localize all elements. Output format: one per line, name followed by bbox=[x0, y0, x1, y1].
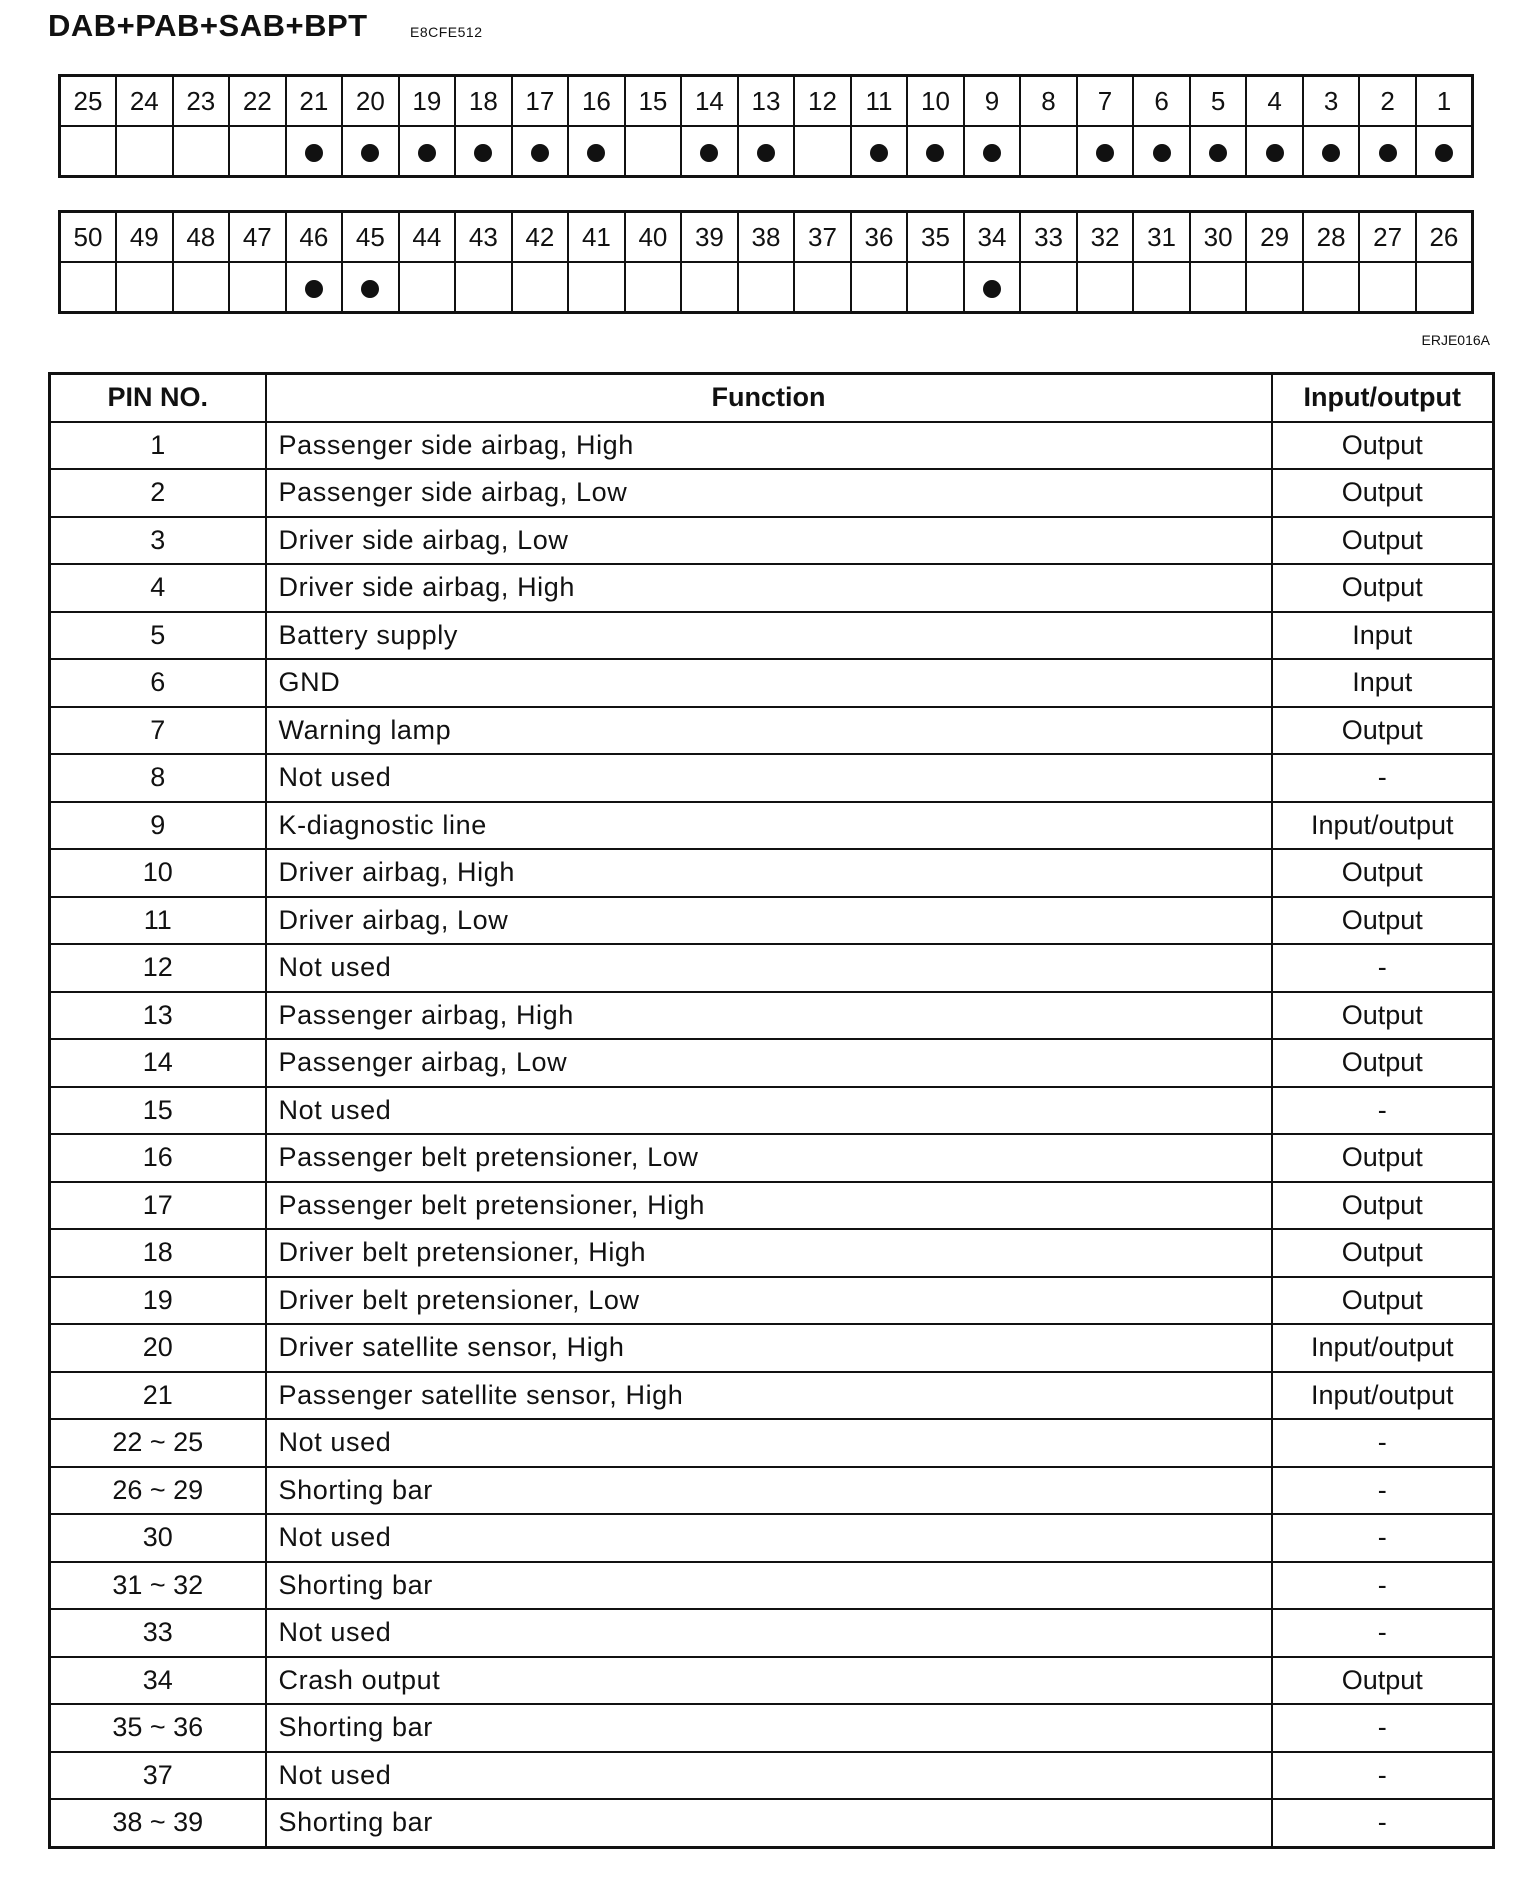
pin-number-cell: 9 bbox=[964, 76, 1021, 127]
pin-io: Output bbox=[1272, 422, 1494, 470]
pin-number-cell: 33 bbox=[1020, 212, 1077, 263]
pin-dot-cell bbox=[116, 126, 173, 177]
pin-number: 17 bbox=[50, 1182, 266, 1230]
pin-number-cell: 2 bbox=[1359, 76, 1416, 127]
pin-number-cell: 35 bbox=[907, 212, 964, 263]
pin-dot-cell bbox=[964, 126, 1021, 177]
pin-number-cell: 27 bbox=[1359, 212, 1416, 263]
pin-io: Output bbox=[1272, 1657, 1494, 1705]
pin-function: Shorting bar bbox=[266, 1467, 1272, 1515]
pin-dot-cell bbox=[512, 126, 569, 177]
pin-io: - bbox=[1272, 1514, 1494, 1562]
table-row bbox=[50, 1277, 1494, 1325]
header-pin-no: PIN NO. bbox=[50, 374, 266, 422]
page-title: DAB+PAB+SAB+BPT bbox=[48, 8, 368, 43]
pin-io: - bbox=[1272, 1087, 1494, 1135]
pin-number: 6 bbox=[50, 659, 266, 707]
pin-number-cell: 49 bbox=[116, 212, 173, 263]
pin-function: Passenger satellite sensor, High bbox=[266, 1372, 1272, 1420]
pin-number-cell: 45 bbox=[342, 212, 399, 263]
table-row bbox=[50, 659, 1494, 707]
pin-number-cell: 43 bbox=[455, 212, 512, 263]
pin-dot-cell bbox=[1133, 126, 1190, 177]
pin-dot-cell bbox=[794, 126, 851, 177]
pin-number-cell: 41 bbox=[568, 212, 625, 263]
table-row bbox=[50, 1039, 1494, 1087]
table-row bbox=[50, 802, 1494, 850]
pin-number: 31 ~ 32 bbox=[50, 1562, 266, 1610]
pin-number: 3 bbox=[50, 517, 266, 565]
pin-dot-cell bbox=[568, 262, 625, 313]
pin-dot-cell bbox=[738, 126, 795, 177]
pin-io: Output bbox=[1272, 992, 1494, 1040]
header-function: Function bbox=[266, 374, 1272, 422]
pin-number-cell: 4 bbox=[1246, 76, 1303, 127]
pin-dot-cell bbox=[342, 262, 399, 313]
pin-dot-cell bbox=[286, 126, 343, 177]
pin-number: 15 bbox=[50, 1087, 266, 1135]
pin-function: Crash output bbox=[266, 1657, 1272, 1705]
pin-dot-cell bbox=[512, 262, 569, 313]
pin-dot-cell bbox=[1077, 126, 1134, 177]
pin-io: - bbox=[1272, 1799, 1494, 1847]
table-row bbox=[50, 992, 1494, 1040]
pin-dot-cell bbox=[625, 126, 682, 177]
pin-used-dot bbox=[474, 144, 492, 162]
table-row bbox=[50, 1799, 1494, 1847]
table-body bbox=[50, 422, 1494, 1848]
pin-number: 37 bbox=[50, 1752, 266, 1800]
pin-io: Output bbox=[1272, 564, 1494, 612]
pin-dot-cell bbox=[173, 126, 230, 177]
pin-number-cell: 16 bbox=[568, 76, 625, 127]
table-row bbox=[50, 422, 1494, 470]
pin-io: Output bbox=[1272, 1229, 1494, 1277]
pin-dot-cell bbox=[851, 262, 908, 313]
pin-io: Input/output bbox=[1272, 1324, 1494, 1372]
connector-bottom-row bbox=[58, 210, 1474, 314]
pin-number: 20 bbox=[50, 1324, 266, 1372]
pin-dot-cell bbox=[907, 262, 964, 313]
pin-dot-cell bbox=[1303, 126, 1360, 177]
pin-io: Output bbox=[1272, 707, 1494, 755]
pin-dot-cell bbox=[1359, 262, 1416, 313]
pin-number-cell: 50 bbox=[60, 212, 117, 263]
pin-number-cell: 11 bbox=[851, 76, 908, 127]
table-row bbox=[50, 1324, 1494, 1372]
pin-dot-cell bbox=[455, 126, 512, 177]
pin-io: - bbox=[1272, 754, 1494, 802]
pin-number-cell: 24 bbox=[116, 76, 173, 127]
pin-number-cell: 28 bbox=[1303, 212, 1360, 263]
pin-used-dot bbox=[983, 280, 1001, 298]
pin-dot-cell bbox=[1246, 262, 1303, 313]
pin-dot-cell bbox=[286, 262, 343, 313]
pin-function: Passenger side airbag, Low bbox=[266, 469, 1272, 517]
pin-function: Driver airbag, Low bbox=[266, 897, 1272, 945]
pin-number-cell: 18 bbox=[455, 76, 512, 127]
pin-number-cell: 22 bbox=[229, 76, 286, 127]
pin-used-dot bbox=[870, 144, 888, 162]
pin-dot-cell bbox=[116, 262, 173, 313]
pin-io: Output bbox=[1272, 897, 1494, 945]
pin-function: Not used bbox=[266, 1752, 1272, 1800]
table-row bbox=[50, 944, 1494, 992]
pin-dot-cell bbox=[1190, 262, 1247, 313]
pin-dot-cell bbox=[907, 126, 964, 177]
pin-number-cell: 17 bbox=[512, 76, 569, 127]
pin-number-cell: 26 bbox=[1416, 212, 1473, 263]
pin-function-table bbox=[48, 372, 1495, 1849]
pin-dot-cell bbox=[342, 126, 399, 177]
pin-function: Passenger belt pretensioner, High bbox=[266, 1182, 1272, 1230]
pin-io: Output bbox=[1272, 1039, 1494, 1087]
pin-number: 13 bbox=[50, 992, 266, 1040]
table-row bbox=[50, 1182, 1494, 1230]
pin-number: 5 bbox=[50, 612, 266, 660]
pin-used-dot bbox=[983, 144, 1001, 162]
pin-number-cell: 23 bbox=[173, 76, 230, 127]
pin-io: Output bbox=[1272, 1277, 1494, 1325]
pin-io: Output bbox=[1272, 1182, 1494, 1230]
pin-function: Driver airbag, High bbox=[266, 849, 1272, 897]
pin-number: 21 bbox=[50, 1372, 266, 1420]
pin-function: Shorting bar bbox=[266, 1562, 1272, 1610]
pin-function: Passenger side airbag, High bbox=[266, 422, 1272, 470]
pin-function: K-diagnostic line bbox=[266, 802, 1272, 850]
pin-number-cell: 8 bbox=[1020, 76, 1077, 127]
pin-used-dot bbox=[305, 144, 323, 162]
table-row bbox=[50, 1514, 1494, 1562]
pin-number-cell: 40 bbox=[625, 212, 682, 263]
pin-function: Passenger airbag, High bbox=[266, 992, 1272, 1040]
pin-dot-cell bbox=[1246, 126, 1303, 177]
pin-used-dot bbox=[1266, 144, 1284, 162]
table-row bbox=[50, 1609, 1494, 1657]
pin-dot-cell bbox=[399, 262, 456, 313]
table-row bbox=[50, 1087, 1494, 1135]
table-row bbox=[50, 1372, 1494, 1420]
pin-function: Not used bbox=[266, 944, 1272, 992]
pin-number: 26 ~ 29 bbox=[50, 1467, 266, 1515]
pin-dot-cell bbox=[1020, 126, 1077, 177]
pin-number-row bbox=[60, 76, 1473, 127]
pin-used-dot bbox=[1322, 144, 1340, 162]
pin-io: - bbox=[1272, 1562, 1494, 1610]
pin-function: Passenger airbag, Low bbox=[266, 1039, 1272, 1087]
connector-top-row bbox=[58, 74, 1474, 178]
pin-number: 4 bbox=[50, 564, 266, 612]
pin-number: 2 bbox=[50, 469, 266, 517]
pin-number-cell: 37 bbox=[794, 212, 851, 263]
pin-io: - bbox=[1272, 1704, 1494, 1752]
pin-number-cell: 15 bbox=[625, 76, 682, 127]
pin-dot-row bbox=[60, 126, 1473, 177]
pin-dot-cell bbox=[964, 262, 1021, 313]
pin-used-dot bbox=[700, 144, 718, 162]
pin-number-cell: 38 bbox=[738, 212, 795, 263]
pin-io: Input bbox=[1272, 659, 1494, 707]
pin-dot-cell bbox=[681, 126, 738, 177]
pin-number-cell: 25 bbox=[60, 76, 117, 127]
pin-number-cell: 48 bbox=[173, 212, 230, 263]
pin-dot-cell bbox=[1190, 126, 1247, 177]
pin-number-cell: 7 bbox=[1077, 76, 1134, 127]
pin-number-cell: 13 bbox=[738, 76, 795, 127]
pin-dot-cell bbox=[681, 262, 738, 313]
pin-number-cell: 32 bbox=[1077, 212, 1134, 263]
table-row bbox=[50, 754, 1494, 802]
pin-number: 12 bbox=[50, 944, 266, 992]
pin-number: 33 bbox=[50, 1609, 266, 1657]
pin-number: 7 bbox=[50, 707, 266, 755]
pin-used-dot bbox=[1435, 144, 1453, 162]
pin-number-row bbox=[60, 212, 1473, 263]
header-input-output: Input/output bbox=[1272, 374, 1494, 422]
pin-function: GND bbox=[266, 659, 1272, 707]
pin-function: Not used bbox=[266, 1609, 1272, 1657]
pin-dot-cell bbox=[738, 262, 795, 313]
pin-number-cell: 46 bbox=[286, 212, 343, 263]
pin-dot-cell bbox=[1359, 126, 1416, 177]
pin-number: 14 bbox=[50, 1039, 266, 1087]
pin-number-cell: 5 bbox=[1190, 76, 1247, 127]
pin-number: 38 ~ 39 bbox=[50, 1799, 266, 1847]
table-row bbox=[50, 1229, 1494, 1277]
pin-function: Not used bbox=[266, 1419, 1272, 1467]
pin-number-cell: 39 bbox=[681, 212, 738, 263]
pin-dot-cell bbox=[399, 126, 456, 177]
pin-function: Driver belt pretensioner, Low bbox=[266, 1277, 1272, 1325]
pin-dot-row bbox=[60, 262, 1473, 313]
pin-io: Output bbox=[1272, 469, 1494, 517]
pin-number-cell: 31 bbox=[1133, 212, 1190, 263]
table-row bbox=[50, 1562, 1494, 1610]
table-row bbox=[50, 849, 1494, 897]
pin-function: Driver satellite sensor, High bbox=[266, 1324, 1272, 1372]
pin-number: 16 bbox=[50, 1134, 266, 1182]
table-row bbox=[50, 1657, 1494, 1705]
pin-dot-cell bbox=[625, 262, 682, 313]
pin-number: 8 bbox=[50, 754, 266, 802]
pin-function: Driver side airbag, Low bbox=[266, 517, 1272, 565]
pin-io: - bbox=[1272, 944, 1494, 992]
pin-function: Passenger belt pretensioner, Low bbox=[266, 1134, 1272, 1182]
pin-number: 9 bbox=[50, 802, 266, 850]
pin-io: Output bbox=[1272, 1134, 1494, 1182]
pin-dot-cell bbox=[568, 126, 625, 177]
pin-dot-cell bbox=[229, 262, 286, 313]
table-row bbox=[50, 564, 1494, 612]
pin-io: Input/output bbox=[1272, 1372, 1494, 1420]
pin-io: - bbox=[1272, 1467, 1494, 1515]
pin-number-cell: 1 bbox=[1416, 76, 1473, 127]
pin-number: 22 ~ 25 bbox=[50, 1419, 266, 1467]
table-row bbox=[50, 1752, 1494, 1800]
pin-dot-cell bbox=[851, 126, 908, 177]
pin-io: Output bbox=[1272, 517, 1494, 565]
pin-io: - bbox=[1272, 1419, 1494, 1467]
pin-io: - bbox=[1272, 1752, 1494, 1800]
pin-number-cell: 42 bbox=[512, 212, 569, 263]
pin-number-cell: 6 bbox=[1133, 76, 1190, 127]
pin-number-cell: 12 bbox=[794, 76, 851, 127]
pin-dot-cell bbox=[1416, 262, 1473, 313]
pin-dot-cell bbox=[60, 126, 117, 177]
pin-number: 18 bbox=[50, 1229, 266, 1277]
pin-number: 11 bbox=[50, 897, 266, 945]
pin-dot-cell bbox=[1416, 126, 1473, 177]
table-row bbox=[50, 1704, 1494, 1752]
pin-number-cell: 34 bbox=[964, 212, 1021, 263]
pin-number-cell: 10 bbox=[907, 76, 964, 127]
pin-dot-cell bbox=[1133, 262, 1190, 313]
pin-used-dot bbox=[587, 144, 605, 162]
pin-io: Output bbox=[1272, 849, 1494, 897]
table-row bbox=[50, 1467, 1494, 1515]
pin-number-cell: 19 bbox=[399, 76, 456, 127]
pin-function: Shorting bar bbox=[266, 1704, 1272, 1752]
pin-used-dot bbox=[361, 280, 379, 298]
pin-function: Driver side airbag, High bbox=[266, 564, 1272, 612]
pin-number: 34 bbox=[50, 1657, 266, 1705]
pin-number-cell: 36 bbox=[851, 212, 908, 263]
pin-number-cell: 14 bbox=[681, 76, 738, 127]
pin-used-dot bbox=[1096, 144, 1114, 162]
pin-function: Driver belt pretensioner, High bbox=[266, 1229, 1272, 1277]
pin-dot-cell bbox=[1303, 262, 1360, 313]
pin-dot-cell bbox=[455, 262, 512, 313]
pin-dot-cell bbox=[1077, 262, 1134, 313]
pin-number: 10 bbox=[50, 849, 266, 897]
pin-used-dot bbox=[361, 144, 379, 162]
table-row bbox=[50, 1134, 1494, 1182]
pin-used-dot bbox=[418, 144, 436, 162]
pin-function: Not used bbox=[266, 754, 1272, 802]
table-row bbox=[50, 707, 1494, 755]
table-row bbox=[50, 517, 1494, 565]
figure-id: ERJE016A bbox=[1421, 332, 1490, 348]
pin-number-cell: 3 bbox=[1303, 76, 1360, 127]
pin-number-cell: 20 bbox=[342, 76, 399, 127]
table-row bbox=[50, 469, 1494, 517]
pin-function: Shorting bar bbox=[266, 1799, 1272, 1847]
pin-io: - bbox=[1272, 1609, 1494, 1657]
pin-io: Input/output bbox=[1272, 802, 1494, 850]
document-code: E8CFE512 bbox=[410, 24, 483, 40]
pin-used-dot bbox=[926, 144, 944, 162]
pin-number-cell: 21 bbox=[286, 76, 343, 127]
pin-dot-cell bbox=[1020, 262, 1077, 313]
pin-io: Input bbox=[1272, 612, 1494, 660]
pin-used-dot bbox=[1379, 144, 1397, 162]
pin-dot-cell bbox=[60, 262, 117, 313]
pin-number-cell: 44 bbox=[399, 212, 456, 263]
pin-used-dot bbox=[531, 144, 549, 162]
pin-dot-cell bbox=[173, 262, 230, 313]
pin-number: 19 bbox=[50, 1277, 266, 1325]
pin-function: Warning lamp bbox=[266, 707, 1272, 755]
table-row bbox=[50, 612, 1494, 660]
pin-dot-cell bbox=[229, 126, 286, 177]
pin-number: 30 bbox=[50, 1514, 266, 1562]
pin-number: 1 bbox=[50, 422, 266, 470]
table-header-row bbox=[50, 374, 1494, 422]
pin-used-dot bbox=[305, 280, 323, 298]
pin-used-dot bbox=[1209, 144, 1227, 162]
pin-function: Not used bbox=[266, 1514, 1272, 1562]
pin-used-dot bbox=[1153, 144, 1171, 162]
pin-function: Battery supply bbox=[266, 612, 1272, 660]
pin-number-cell: 30 bbox=[1190, 212, 1247, 263]
pin-function: Not used bbox=[266, 1087, 1272, 1135]
table-row bbox=[50, 897, 1494, 945]
pin-number: 35 ~ 36 bbox=[50, 1704, 266, 1752]
pin-used-dot bbox=[757, 144, 775, 162]
pin-number-cell: 47 bbox=[229, 212, 286, 263]
pin-dot-cell bbox=[794, 262, 851, 313]
table-row bbox=[50, 1419, 1494, 1467]
pin-number-cell: 29 bbox=[1246, 212, 1303, 263]
